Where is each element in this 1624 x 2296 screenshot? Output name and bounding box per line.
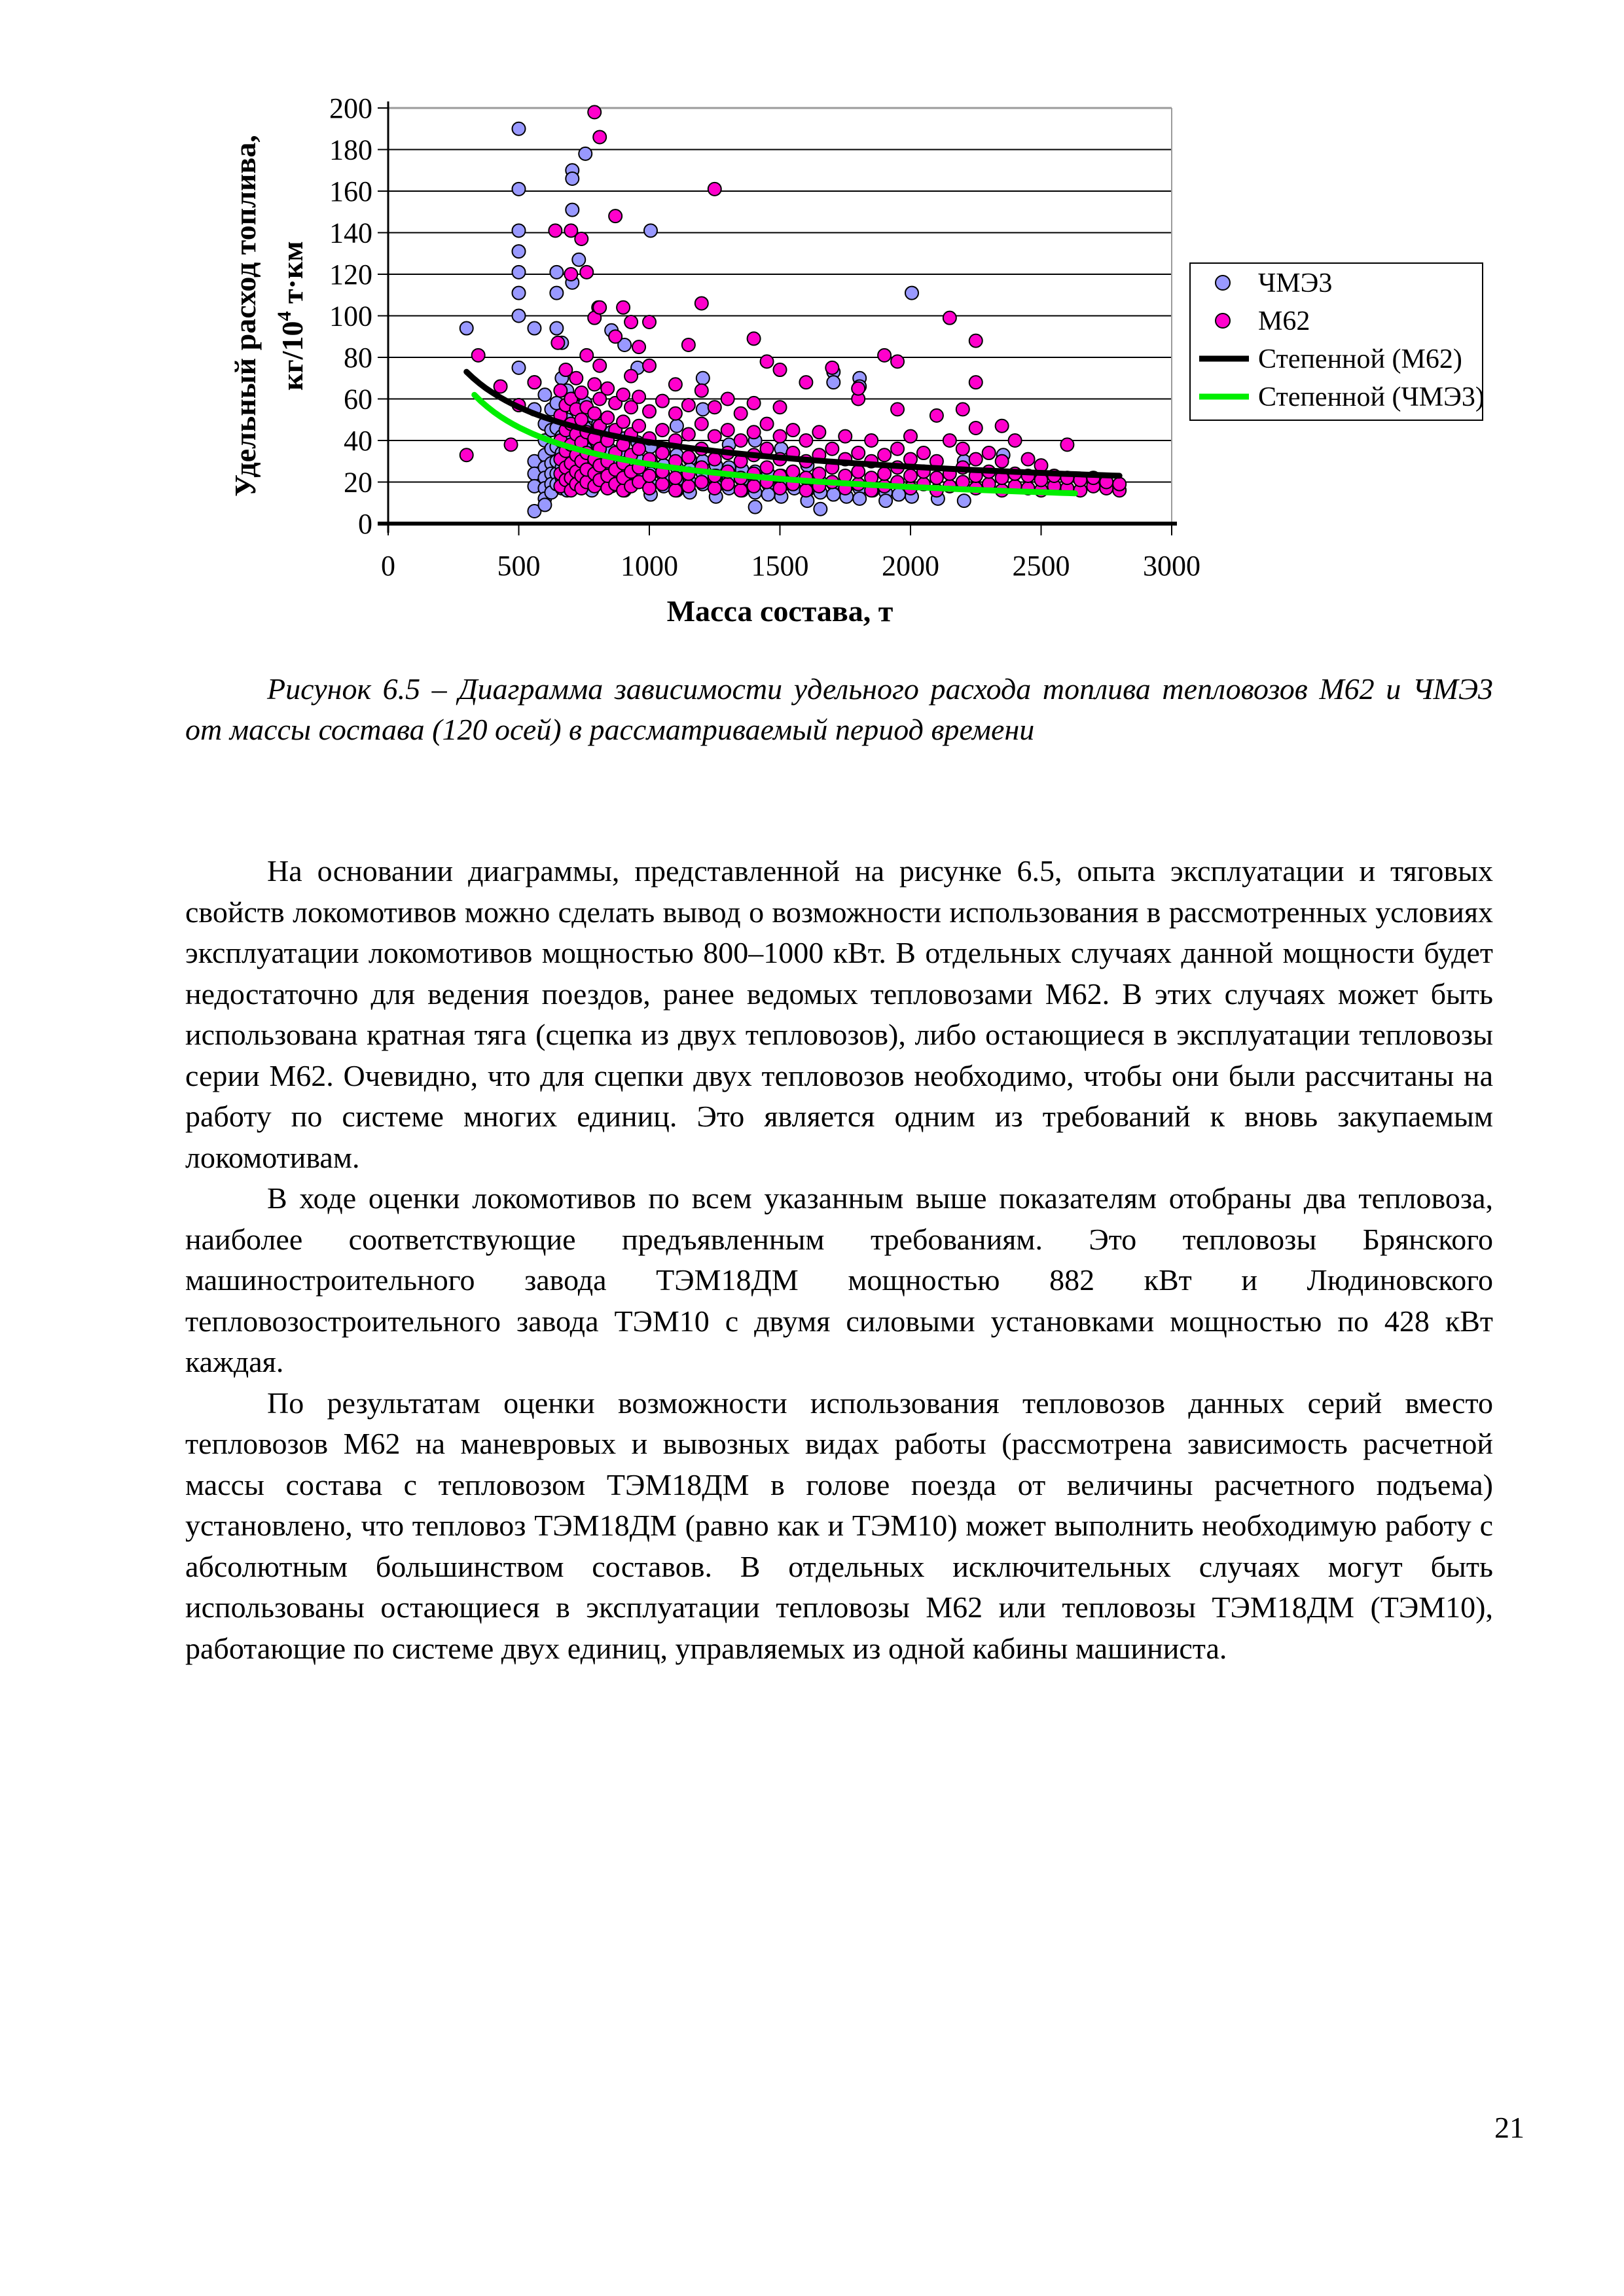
y-tick-label: 20 (344, 466, 372, 499)
scatter-point (588, 105, 601, 118)
scatter-point (643, 359, 656, 372)
scatter-point (827, 376, 840, 389)
legend-label: ЧМЭ3 (1258, 268, 1333, 298)
y-axis-title-line1: Удельный расход топлива, (228, 135, 262, 497)
scatter-point (550, 266, 563, 279)
legend-label: Степенной (М62) (1258, 344, 1462, 374)
scatter-point (708, 430, 721, 443)
scatter-point (983, 446, 996, 459)
scatter-point (513, 245, 526, 258)
scatter-point (904, 469, 917, 482)
scatter-point (812, 425, 825, 439)
scatter-point (669, 378, 682, 391)
scatter-point (852, 465, 865, 478)
scatter-point (708, 453, 721, 466)
y-tick-label: 120 (329, 259, 372, 291)
x-tick-label: 3000 (1143, 550, 1200, 582)
scatter-point (572, 253, 585, 266)
scatter-point (1009, 434, 1022, 447)
scatter-point (695, 476, 708, 489)
scatter-point (513, 287, 526, 300)
scatter-point (588, 407, 601, 420)
x-tick-label: 0 (381, 550, 395, 582)
scatter-point (656, 423, 669, 437)
scatter-point (930, 409, 943, 422)
scatter-point (996, 420, 1009, 433)
scatter-point (930, 471, 943, 484)
scatter-point (513, 266, 526, 279)
figure-caption: Рисунок 6.5 – Диаграмма зависимости удельного расхода топлива тепловозов М62 и ЧМЭ3 от массы состава (120 осей) в рассматриваемый период времени (185, 672, 1493, 746)
scatter-point (786, 423, 799, 437)
scatter-point (839, 430, 852, 443)
scatter-point (643, 482, 656, 495)
scatter-point (550, 322, 563, 335)
scatter-point (969, 422, 983, 435)
scatter-point (569, 372, 583, 385)
y-tick-label: 60 (344, 383, 372, 416)
scatter-point (575, 386, 588, 399)
scatter-point (917, 446, 930, 459)
scatter-point (564, 268, 577, 281)
x-tick-label: 2500 (1012, 550, 1070, 582)
scatter-point (696, 403, 710, 416)
y-tick-label: 160 (329, 175, 372, 207)
scatter-point (812, 467, 825, 480)
scatter-point (609, 209, 622, 223)
scatter-point (528, 322, 541, 335)
scatter-point (513, 361, 526, 374)
scatter-point (1060, 438, 1074, 451)
scatter-point (969, 376, 983, 389)
scatter-point (708, 482, 721, 495)
scatter-point (814, 503, 827, 516)
scatter-point (799, 484, 812, 497)
scatter-point (956, 403, 969, 416)
scatter-point (656, 478, 669, 491)
scatter-point (878, 448, 891, 461)
scatter-point (682, 399, 695, 412)
scatter-point (748, 480, 761, 493)
scatter-point (513, 224, 526, 237)
scatter-point (878, 349, 891, 362)
scatter-point (566, 204, 579, 217)
scatter-point (617, 388, 630, 401)
scatter-point (958, 494, 971, 507)
scatter-point (624, 370, 638, 383)
scatter-point (695, 296, 708, 310)
scatter-point (695, 418, 708, 431)
axes (329, 92, 1200, 582)
y-tick-label: 200 (329, 92, 372, 124)
scatter-point (593, 130, 606, 143)
scatter-point (460, 322, 473, 335)
scatter-point (549, 224, 562, 237)
scatter-point (721, 478, 734, 491)
scatter-point (601, 411, 614, 424)
scatter-point (943, 312, 956, 325)
scatter-point (656, 395, 669, 408)
scatter-point (721, 393, 734, 406)
scatter-point (852, 446, 865, 459)
scatter-point (528, 376, 541, 389)
scatter-point (538, 388, 551, 401)
scatter-point (593, 359, 606, 372)
scatter-point (762, 488, 775, 501)
scatter-point (575, 232, 588, 245)
scatter-point (593, 301, 606, 314)
scatter-point (460, 448, 473, 461)
scatter-point (538, 498, 551, 511)
body-text (185, 851, 1493, 1669)
scatter-point (721, 423, 734, 437)
y-axis-title-line2: $кг/10^4$ т·км (274, 241, 309, 391)
scatter-point (827, 488, 840, 501)
scatter-point (682, 338, 695, 351)
x-axis-title: Масса состава, т (666, 594, 893, 628)
scatter-point (748, 332, 761, 345)
scatter-point (644, 224, 657, 237)
scatter-point (734, 484, 748, 497)
scatter-point (708, 183, 721, 196)
x-tick-label: 1000 (621, 550, 678, 582)
scatter-point (566, 172, 579, 185)
scatter-point (748, 425, 761, 439)
fuel-consumption-scatter-chart (216, 62, 1512, 645)
scatter-point (494, 380, 507, 393)
scatter-point (682, 480, 695, 493)
scatter-point (996, 455, 1009, 468)
page-number: 21 (1494, 2111, 1525, 2144)
scatter-point (624, 315, 638, 329)
x-tick-label: 500 (497, 550, 541, 582)
body-paragraph-1: На основании диаграммы, представленной на рисунке 6.5, опыта эксплуатации и тяговых свойств локомотивов можно сделать вывод о возможности использования в рассмотренных условиях эксплуатации локомотивов мощностью 800–1000 кВт. В отдельных случаях данной мощности будет недостаточно для ведения поездов, ранее ведомых тепловозами М62. В этих случаях может быть использована кратная тяга (сцепка из двух тепловозов), либо остающиеся в эксплуатации тепловозы серии М62. Очевидно, что для сцепки двух тепловозов необходимо, чтобы они были рассчитаны на работу по системе многих единиц. Это является одним из требований к вновь закупаемым локомотивам. (185, 854, 1493, 1174)
scatter-point (748, 397, 761, 410)
y-tick-label: 80 (344, 342, 372, 374)
scatter-point (761, 355, 774, 368)
scatter-point (879, 494, 892, 507)
scatter-point (904, 430, 917, 443)
scatter-point (513, 122, 526, 135)
legend-label: Степенной (ЧМЭ3) (1258, 382, 1485, 412)
scatter-point (892, 488, 905, 501)
y-tick-label: 180 (329, 134, 372, 166)
x-tick-label: 1500 (751, 550, 809, 582)
scatter-point (632, 442, 645, 456)
scatter-point (550, 287, 563, 300)
series-m62 (460, 105, 1126, 497)
scatter-point (943, 434, 956, 447)
scatter-point (472, 349, 485, 362)
scatter-point (682, 427, 695, 440)
scatter-point (632, 390, 645, 403)
scatter-point (643, 405, 656, 418)
scatter-point (774, 401, 787, 414)
scatter-point (956, 442, 969, 456)
scatter-point (580, 266, 593, 279)
scatter-point (682, 450, 695, 463)
scatter-point (761, 418, 774, 431)
scatter-point (632, 340, 645, 353)
scatter-point (505, 438, 518, 451)
scatter-point (643, 315, 656, 329)
body-paragraph-2: В ходе оценки локомотивов по всем указанным выше показателям отобраны два тепловоза, наиболее соответствующие предъявленным требованиям. Это тепловозы Брянского машиностроительного завода ТЭМ18ДМ мощностью 882 кВт и Людиновского тепловозостроительного завода ТЭМ10 с двумя силовыми установками мощностью по 428 кВт каждая. (185, 1181, 1493, 1378)
scatter-point (774, 482, 787, 495)
scatter-point (670, 420, 683, 433)
scatter-point (905, 287, 918, 300)
scatter-point (513, 310, 526, 323)
legend-label: М62 (1258, 306, 1310, 336)
y-tick-label: 140 (329, 217, 372, 249)
scatter-point (749, 501, 762, 514)
scatter-point (734, 434, 748, 447)
scatter-point (774, 363, 787, 376)
scatter-point (865, 434, 878, 447)
scatter-point (695, 384, 708, 397)
legend (1190, 263, 1485, 420)
scatter-point (852, 382, 865, 395)
scatter-point (774, 430, 787, 443)
scatter-point (761, 461, 774, 474)
figure-6-5-chart (216, 62, 1512, 645)
scatter-point (891, 403, 904, 416)
x-tick-label: 2000 (882, 550, 939, 582)
scatter-point (878, 467, 891, 480)
scatter-point (580, 349, 593, 362)
body-paragraph-3: По результатам оценки возможности использования тепловозов данных серий вместо тепловозов М62 на маневровых и вывозных видах работы (рассмотрена зависимость расчетной массы состава с тепловозом ТЭМ18ДМ в голове поезда от величины расчетного подъема) установлено, что тепловоз ТЭМ18ДМ (равно как и ТЭМ10) может выполнить необходимую работу с абсолютным большинством составов. В отдельных исключительных случаях могут быть использованы остающиеся в эксплуатации тепловозы М62 или тепловозы ТЭМ18ДМ (ТЭМ10), работающие по системе двух единиц, управляемых из одной кабины машиниста. (185, 1386, 1493, 1665)
scatter-point (825, 442, 839, 456)
y-tick-label: 0 (358, 508, 372, 540)
scatter-point (734, 407, 748, 420)
scatter-point (696, 372, 710, 385)
scatter-point (891, 442, 904, 456)
y-tick-label: 40 (344, 425, 372, 457)
legend-marker-icon (1216, 276, 1230, 290)
scatter-point (969, 453, 983, 466)
superscript: 4 (274, 311, 295, 321)
y-tick-label: 100 (329, 300, 372, 332)
scatter-point (1022, 453, 1035, 466)
scatter-point (969, 334, 983, 348)
scatter-point (669, 407, 682, 420)
scatter-point (799, 434, 812, 447)
scatter-point (588, 378, 601, 391)
scatter-point (669, 484, 682, 497)
scatter-point (799, 376, 812, 389)
scatter-point (656, 446, 669, 459)
scatter-point (617, 415, 630, 428)
scatter-point (669, 471, 682, 484)
scatter-point (551, 336, 564, 350)
scatter-point (579, 147, 592, 160)
scatter-point (617, 301, 630, 314)
scatter-point (1113, 478, 1126, 491)
scatter-point (825, 361, 839, 374)
scatter-point (786, 465, 799, 478)
scatter-point (632, 420, 645, 433)
scatter-point (601, 382, 614, 395)
scatter-point (891, 355, 904, 368)
scatter-point (513, 183, 526, 196)
legend-marker-icon (1216, 314, 1230, 328)
scatter-point (853, 492, 866, 505)
scatter-point (643, 469, 656, 482)
scatter-point (609, 330, 622, 343)
scatter-point (708, 401, 721, 414)
